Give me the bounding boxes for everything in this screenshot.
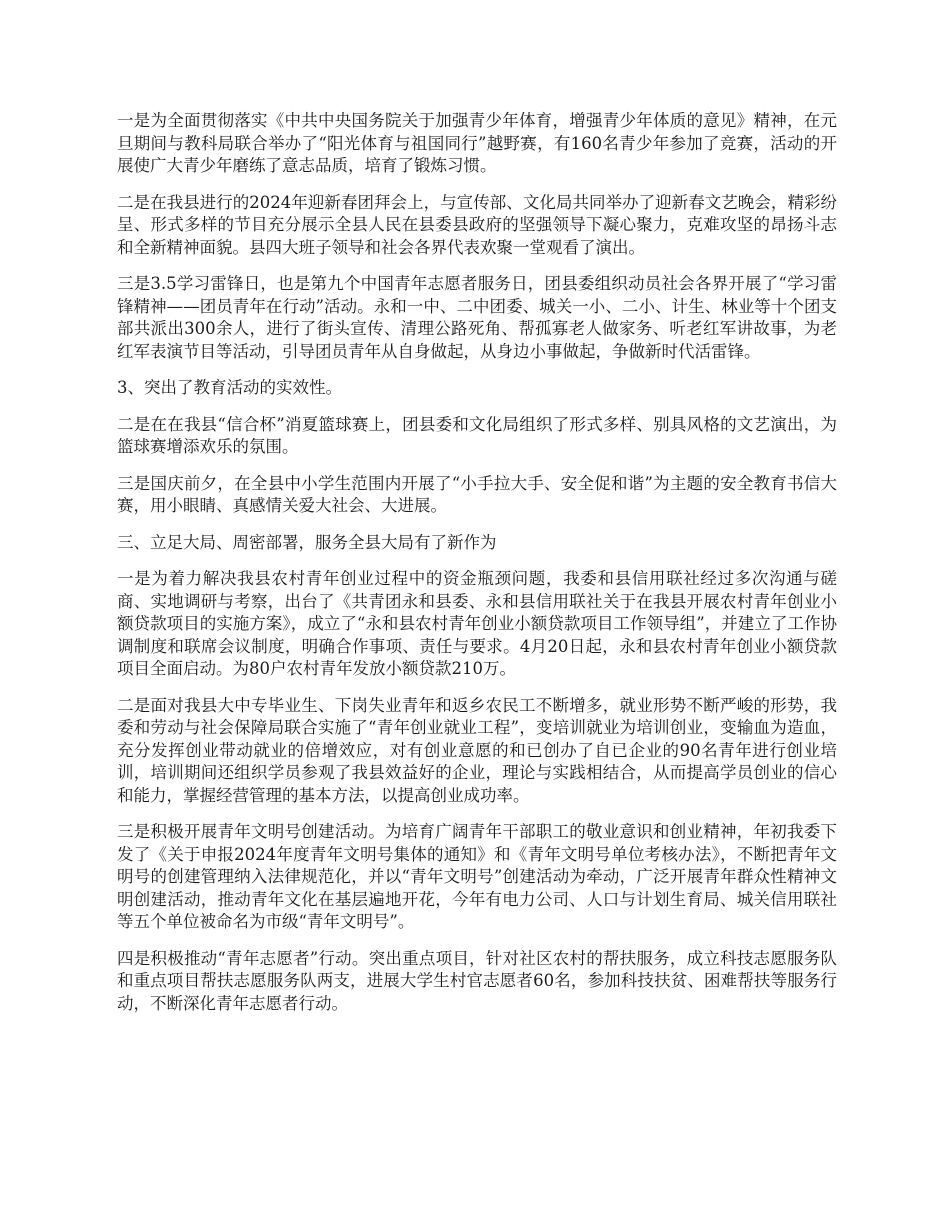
paragraph-6: 三是国庆前夕，在全县中小学生范围内开展了“小手拉大手、安全促和谐”为主题的安全教育书信大赛，用小眼睛、真感情关爱大社会、大进展。 [117, 473, 837, 515]
paragraph-11: 四是积极推动“青年志愿者”行动。突出重点项目，针对社区农村的帮扶服务，成立科技志愿服务队和重点项目帮扶志愿服务队两支，进展大学生村官志愿者60名，参加科技扶贫、困难帮扶等服务行动，不断深化青年志愿者行动。 [117, 948, 837, 1013]
paragraph-8: 一是为着力解决我县农村青年创业过程中的资金瓶颈问题，我委和县信用联社经过多次沟通与磋商、实地调研与考察，出台了《共青团永和县委、永和县信用联社关于在我县开展农村青年创业小额贷款项目的实施方案》，成立了“永和县农村青年创业小额贷款项目工作领导组”，并建立了工作协调制度和联席会议制度，明确合作事项、责任与要求。4月20日起，永和县农村青年创业小额贷款项目全面启动。为80户农村青年发放小额贷款210万。 [117, 569, 837, 678]
paragraph-9: 二是面对我县大中专毕业生、下岗失业青年和返乡农民工不断增多，就业形势不断严峻的形势，我委和劳动与社会保障局联合实施了“青年创业就业工程”，变培训就业为培训创业，变输血为造血，充分发挥创业带动就业的倍增效应，对有创业意愿的和已创办了自已企业的90名青年进行创业培训，培训期间还组织学员参观了我县效益好的企业，理论与实践相结合，从而提高学员创业的信心和能力，掌握经营管理的基本方法，以提高创业成功率。 [117, 695, 837, 805]
paragraph-2: 二是在我县进行的2024年迎新春团拜会上，与宣传部、文化局共同举办了迎新春文艺晚会，精彩纷呈、形式多样的节目充分展示全县人民在县委县政府的坚强领导下凝心聚力，克难攻坚的昂扬斗志和全新精神面貌。县四大班子领导和社会各界代表欢聚一堂观看了演出。 [117, 192, 837, 257]
paragraph-10: 三是积极开展青年文明号创建活动。为培育广阔青年干部职工的敬业意识和创业精神，年初我委下发了《关于申报2024年度青年文明号集体的通知》和《青年文明号单位考核办法》，不断把青年文明号的创建管理纳入法律规范化，并以“青年文明号”创建活动为牵动，广泛开展青年群众性精神文明创建活动，推动青年文化在基层遍地开花，今年有电力公司、人口与计划生育局、城关信用联社等五个单位被命名为市级“青年文明号”。 [117, 822, 837, 931]
paragraph-1: 一是为全面贯彻落实《中共中央国务院关于加强青少年体育，增强青少年体质的意见》精神，在元旦期间与教科局联合举办了“阳光体育与祖国同行”越野赛，有160名青少年参加了竞赛，活动的开展使广大青少年磨练了意志品质，培育了锻炼习惯。 [117, 111, 837, 175]
section-heading-three: 三、立足大局、周密部署，服务全县大局有了新作为 [117, 532, 497, 552]
paragraph-3: 三是3.5学习雷锋日，也是第九个中国青年志愿者服务日，团县委组织动员社会各界开展了“学习雷锋精神——团员青年在行动”活动。永和一中、二中团委、城关一小、二小、计生、林业等十个团支部共派出300余人，进行了街头宣传、清理公路死角、帮孤寡老人做家务、听老红军讲故事，为老红军表演节目等活动，引导团员青年从自身做起，从身边小事做起，争做新时代活雷锋。 [117, 274, 837, 361]
paragraph-5: 二是在在我县“信合杯”消夏篮球赛上，团县委和文化局组织了形式多样、别具风格的文艺演出，为篮球赛增添欢乐的氛围。 [117, 414, 837, 456]
section-heading-3: 3、突出了教育活动的实效性。 [117, 378, 342, 397]
document-body [117, 110, 837, 1029]
